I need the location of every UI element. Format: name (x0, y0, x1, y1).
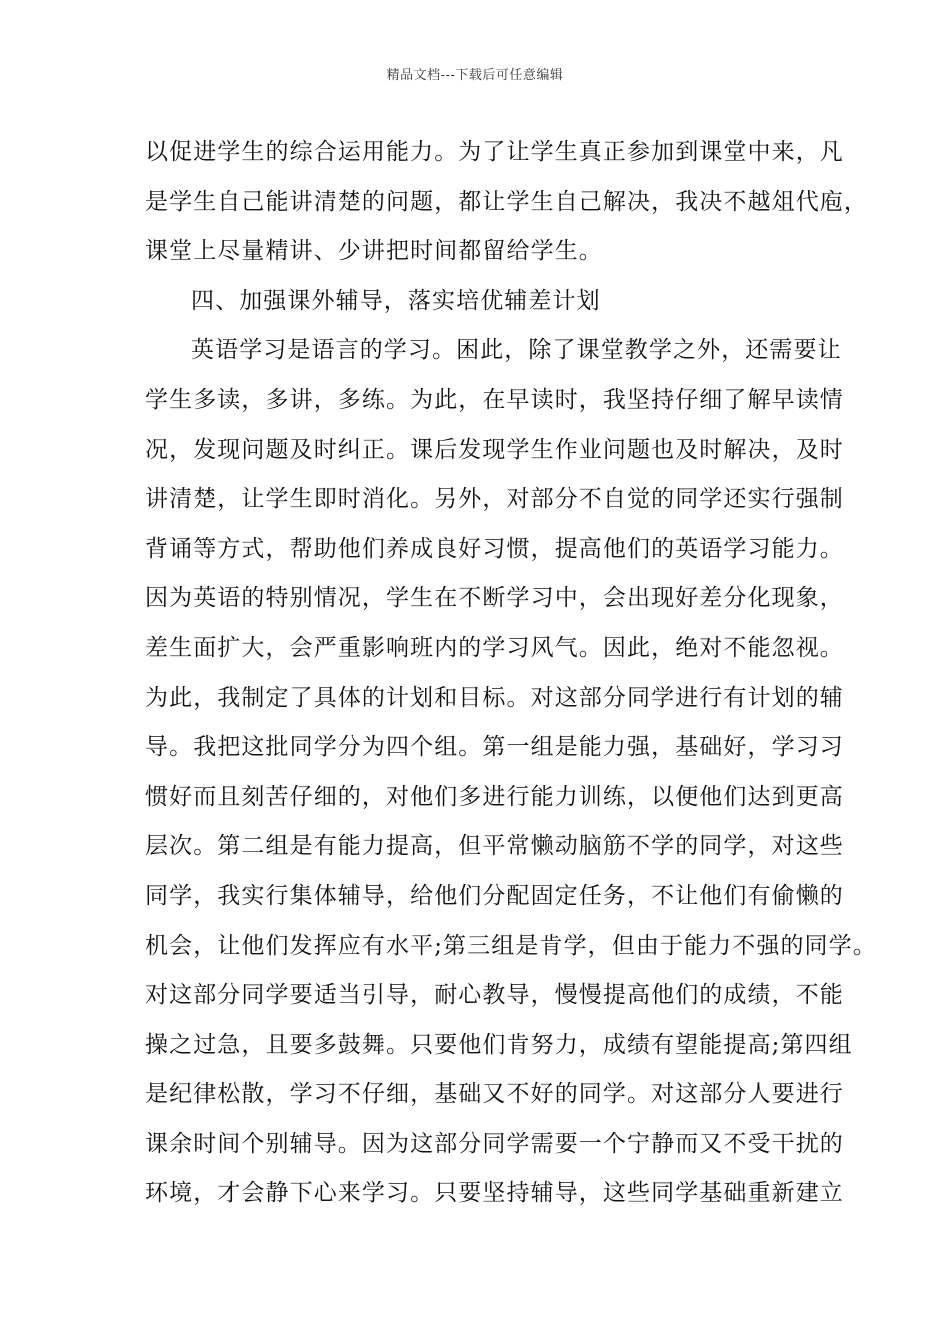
text-line: 机会，让他们发挥应有水平;第三组是肯学，但由于能力不强的同学。 (145, 932, 877, 959)
text-line: 层次。第二组是有能力提高，但平常懒动脑筋不学的同学，对这些 (145, 833, 844, 860)
text-line: 因为英语的特别情况，学生在不断学习中，会出现好差分化现象， (145, 585, 844, 612)
text-line: 学生多读，多讲，多练。为此，在早读时，我坚持仔细了解早读情 (145, 386, 844, 413)
text-line: 课余时间个别辅导。因为这部分同学需要一个宁静而又不受干扰的 (145, 1130, 844, 1157)
text-line: 环境，才会静下心来学习。只要坚持辅导，这些同学基础重新建立 (145, 1180, 844, 1207)
text-line: 是学生自己能讲清楚的问题，都让学生自己解决，我决不越俎代庖， (145, 188, 868, 215)
text-line: 差生面扩大，会严重影响班内的学习风气。因此，绝对不能忽视。 (145, 634, 844, 661)
text-line: 对这部分同学要适当引导，耐心教导，慢慢提高他们的成绩，不能 (145, 982, 844, 1009)
paragraph-start-line: 英语学习是语言的学习。困此，除了课堂教学之外，还需要让 (191, 337, 842, 364)
text-line: 课堂上尽量精讲、少讲把时间都留给学生。 (145, 238, 603, 265)
text-line: 是纪律松散，学习不仔细，基础又不好的同学。对这部分人要进行 (145, 1081, 844, 1108)
text-line: 为此，我制定了具体的计划和目标。对这部分同学进行有计划的辅 (145, 684, 844, 711)
document-body (145, 128, 877, 1219)
text-line: 讲清楚，让学生即时消化。另外，对部分不自觉的同学还实行强制 (145, 486, 844, 513)
text-line: 操之过急，且要多鼓舞。只要他们肯努力，成绩有望能提高;第四组 (145, 1031, 853, 1058)
text-line: 同学，我实行集体辅导，给他们分配固定任务，不让他们有偷懒的 (145, 882, 844, 909)
page-header: 精品文档---下载后可任意编辑 (386, 68, 564, 83)
text-line: 导。我把这批同学分为四个组。第一组是能力强，基础好，学习习 (145, 734, 844, 761)
text-line: 以促进学生的综合运用能力。为了让学生真正参加到课堂中来，凡 (145, 139, 844, 165)
text-line: 况，发现问题及时纠正。课后发现学生作业问题也及时解决，及时 (145, 436, 844, 463)
text-line: 背诵等方式，帮助他们养成良好习惯，提高他们的英语学习能力。 (145, 535, 844, 562)
text-line: 惯好而且刻苦仔细的，对他们多进行能力训练，以便他们达到更高 (145, 783, 844, 810)
section-heading: 四、加强课外辅导，落实培优辅差计划 (191, 287, 601, 314)
